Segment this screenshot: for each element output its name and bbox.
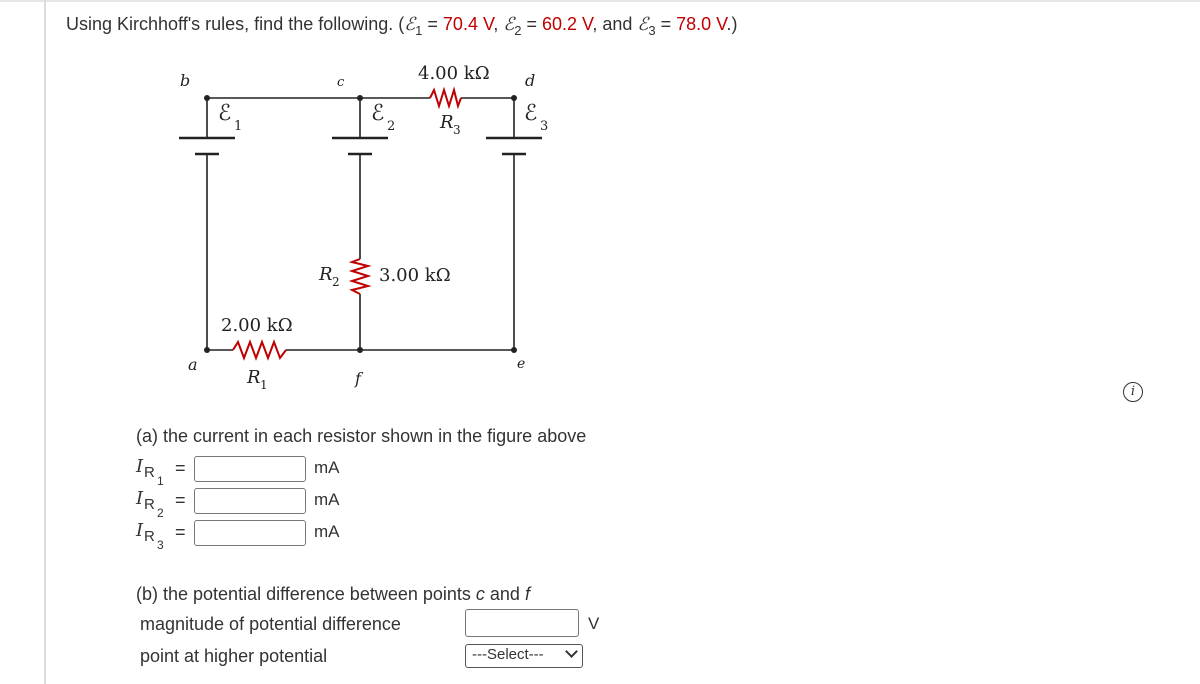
- current-subscript-index: 2: [157, 506, 164, 520]
- r3-name-sub: 3: [453, 123, 461, 137]
- r2-name: R: [319, 264, 333, 285]
- emf2-value: 60.2 V: [541, 14, 593, 34]
- resistor-r2: [352, 259, 368, 294]
- node-a-dot: [204, 347, 210, 353]
- node-c-label: c: [337, 75, 345, 90]
- node-b-dot: [204, 95, 210, 101]
- r1-name-sub: 1: [260, 378, 268, 392]
- emf3-value: 78.0 V: [676, 14, 727, 34]
- r2-value: 3.00 kΩ: [379, 265, 451, 286]
- current-symbol: I: [136, 520, 144, 541]
- emf3-label-sub: 3: [540, 119, 549, 134]
- emf3-subscript: 3: [648, 23, 656, 38]
- current-subscript-index: 3: [157, 538, 164, 552]
- emf1-symbol: ℰ: [404, 14, 416, 35]
- current-subscript: R: [144, 528, 155, 545]
- prompt-tail: .): [726, 14, 738, 34]
- emf2-label: ℰ: [371, 101, 385, 126]
- current-subscript: R: [144, 464, 155, 481]
- battery-emf1: [179, 138, 235, 154]
- current-symbol: I: [136, 456, 144, 477]
- emf1-label: ℰ: [218, 101, 232, 126]
- prompt-lead: Using Kirchhoff's rules, find the following. (: [66, 14, 405, 34]
- r2-name-sub: 2: [332, 275, 340, 289]
- higher-potential-select[interactable]: [465, 644, 583, 668]
- node-c-dot: [357, 95, 363, 101]
- unit-label: mA: [314, 458, 340, 477]
- equals-sign: =: [655, 14, 677, 34]
- equals-sign: =: [175, 522, 186, 542]
- emf2-subscript: 2: [514, 23, 522, 38]
- separator: , and: [592, 14, 638, 34]
- r1-value: 2.00 kΩ: [221, 315, 293, 336]
- circuit-diagram: [150, 52, 620, 397]
- point-f: f: [524, 584, 530, 604]
- problem-statement: [66, 14, 737, 38]
- part-b-and: and: [484, 584, 525, 604]
- info-icon[interactable]: i: [1123, 382, 1143, 402]
- node-b-label: b: [180, 71, 191, 90]
- circuit-wires: [207, 98, 514, 350]
- current-symbol: I: [136, 488, 144, 509]
- magnitude-label: magnitude of potential difference: [140, 614, 401, 634]
- equals-sign: =: [175, 458, 186, 478]
- emf3-symbol: ℰ: [637, 14, 649, 35]
- ir3-input[interactable]: [194, 520, 306, 546]
- ir1-input[interactable]: [194, 456, 306, 482]
- current-subscript: R: [144, 496, 155, 513]
- node-f-dot: [357, 347, 363, 353]
- equals-sign: =: [175, 490, 186, 510]
- separator: ,: [493, 14, 504, 34]
- r1-name: R: [247, 367, 261, 388]
- emf1-label-sub: 1: [234, 119, 243, 134]
- equals-sign: =: [521, 14, 542, 34]
- emf1-value: 70.4 V: [442, 14, 494, 34]
- equals-sign: =: [422, 14, 443, 34]
- emf3-label: ℰ: [524, 101, 538, 126]
- node-a-label: a: [188, 355, 198, 374]
- emf2-symbol: ℰ: [503, 14, 515, 35]
- battery-emf3: [486, 138, 542, 154]
- select-value: ---Select---: [472, 646, 544, 663]
- unit-label: mA: [314, 490, 340, 509]
- emf2-label-sub: 2: [387, 119, 396, 134]
- ir2-input[interactable]: [194, 488, 306, 514]
- r3-value: 4.00 kΩ: [418, 63, 490, 84]
- node-d-label: d: [525, 71, 536, 90]
- magnitude-input[interactable]: [465, 609, 579, 637]
- part-b-text: (b) the potential difference between points: [136, 584, 476, 604]
- chevron-down-icon: [565, 645, 578, 658]
- unit-label: mA: [314, 522, 340, 541]
- r3-name: R: [440, 112, 454, 133]
- left-divider: [44, 0, 46, 684]
- current-subscript-index: 1: [157, 474, 164, 488]
- node-f-label: f: [355, 369, 361, 388]
- part-b-question: [136, 584, 530, 605]
- battery-emf2: [332, 138, 388, 154]
- resistor-r1: [233, 342, 286, 358]
- higher-potential-label: point at higher potential: [140, 646, 328, 666]
- part-a-question: (a) the current in each resistor shown in the figure above: [136, 426, 587, 446]
- node-e-dot: [511, 347, 517, 353]
- node-e-label: e: [517, 356, 526, 372]
- point-c: c: [475, 584, 485, 604]
- magnitude-unit: V: [588, 614, 600, 633]
- emf1-subscript: 1: [415, 23, 423, 38]
- node-d-dot: [511, 95, 517, 101]
- top-divider: [0, 0, 1200, 2]
- resistor-r3: [430, 90, 461, 106]
